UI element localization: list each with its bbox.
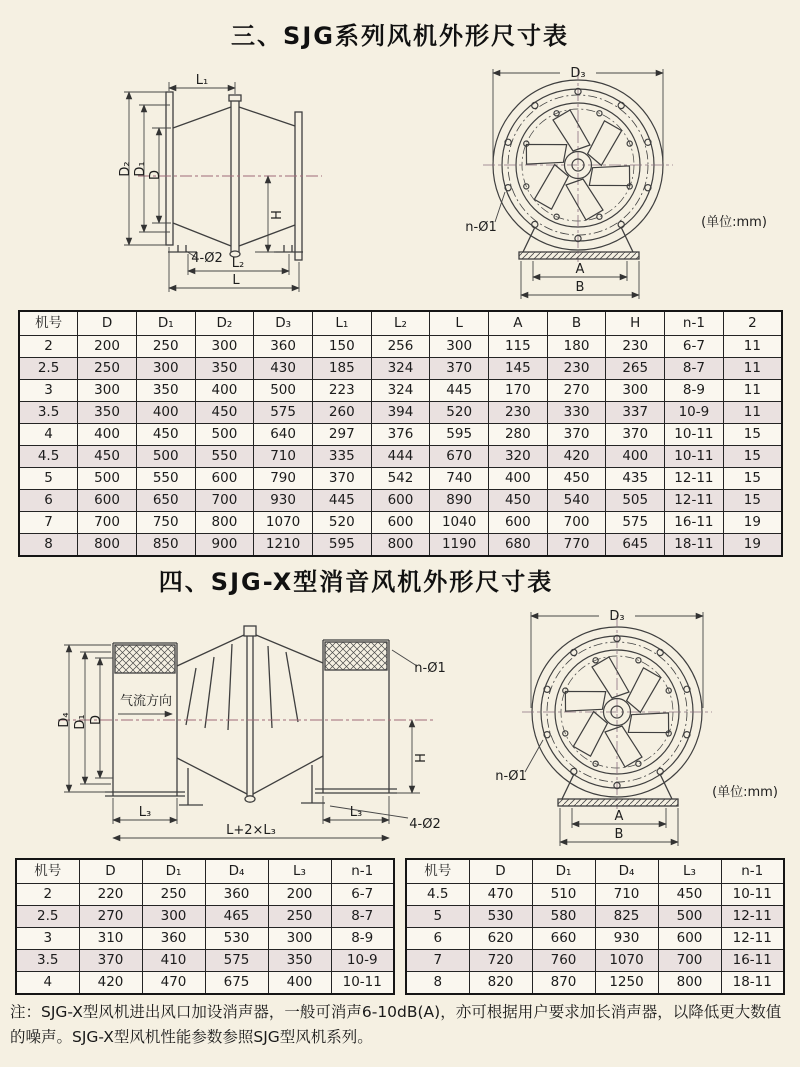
table-cell: 430 [254,358,313,380]
table-cell: 220 [79,884,142,906]
table-cell: 850 [136,534,195,557]
table-cell: 300 [195,336,254,358]
table-cell: 640 [254,424,313,446]
header-row [19,311,782,336]
table-cell: 8 [19,534,78,557]
table-row [406,950,784,972]
dim-label-4-hole: 4-Ø2 [409,817,441,832]
table-cell: 10-11 [331,972,394,995]
table-cell: 6-7 [665,336,724,358]
table-cell: 2.5 [19,358,78,380]
dim-label-A: A [614,809,624,824]
table-row [19,490,782,512]
table-cell: 250 [136,336,195,358]
sjg-x-side-view-outline [105,626,397,805]
table-cell: 1250 [595,972,658,995]
table-cell: 450 [136,424,195,446]
table-cell: 16-11 [721,950,784,972]
table-cell: 324 [371,380,430,402]
table-cell: 376 [371,424,430,446]
unit-label: (单位:mm) [701,215,767,230]
table-cell: 825 [595,906,658,928]
table-cell: 6-7 [331,884,394,906]
table-cell: 2 [19,336,78,358]
sjg-fan-drawing [0,55,800,310]
table-cell: 670 [430,446,489,468]
table-cell: 550 [195,446,254,468]
column-header: D₁ [136,311,195,336]
table-cell: 230 [547,358,606,380]
table-cell: 200 [78,336,137,358]
table-cell: 10-11 [665,446,724,468]
table-cell: 12-11 [721,928,784,950]
sjg-x-dimension-table-right [405,858,785,995]
table-cell: 410 [142,950,205,972]
dim-label-B: B [575,280,585,295]
table-cell: 600 [78,490,137,512]
column-header: n-1 [665,311,724,336]
dim-label-D3: D₃ [570,66,586,81]
table-row [406,972,784,995]
table-row [16,928,394,950]
column-header: D [79,859,142,884]
section2-title: 四、SJG-X型消音风机外形尺寸表 [158,568,554,596]
table-cell: 575 [205,950,268,972]
table-cell: 300 [142,906,205,928]
table-row [406,928,784,950]
table-cell: 11 [723,336,782,358]
table-cell: 575 [254,402,313,424]
table-row [16,884,394,906]
table-cell: 435 [606,468,665,490]
table-cell: 540 [547,490,606,512]
dim-label-4-hole: 4-Ø2 [191,251,223,266]
table-cell: 370 [79,950,142,972]
table-cell: 510 [532,884,595,906]
table-cell: 750 [136,512,195,534]
table-cell: 500 [195,424,254,446]
table-cell: 5 [406,906,469,928]
column-header: L₁ [312,311,371,336]
table-cell: 250 [142,884,205,906]
table-cell: 4.5 [19,446,78,468]
table-cell: 400 [268,972,331,995]
table-cell: 250 [78,358,137,380]
table-cell: 465 [205,906,268,928]
table-cell: 360 [142,928,205,950]
column-header: 2 [723,311,782,336]
column-header: D₃ [254,311,313,336]
table-cell: 800 [371,534,430,557]
dim-label-D3: D₃ [609,609,625,624]
table-cell: 500 [254,380,313,402]
table-cell: 1070 [254,512,313,534]
table-cell: 500 [78,468,137,490]
table-cell: 600 [658,928,721,950]
dim-label-n-hole: n-Ø1 [414,661,446,676]
table-cell: 256 [371,336,430,358]
table-row [406,906,784,928]
table-cell: 1210 [254,534,313,557]
table-cell: 19 [723,512,782,534]
table-cell: 420 [547,446,606,468]
table-cell: 10-9 [665,402,724,424]
table-cell: 450 [195,402,254,424]
section1-title: 三、SJG系列风机外形尺寸表 [231,22,569,50]
table-cell: 3.5 [19,402,78,424]
table-cell: 324 [371,358,430,380]
sjg-x-dimension-table-left [15,858,395,995]
dim-label-L3-right: L₃ [349,805,363,820]
table-cell: 700 [195,490,254,512]
table-cell: 260 [312,402,371,424]
table-cell: 470 [469,884,532,906]
table-cell: 18-11 [665,534,724,557]
table-cell: 710 [254,446,313,468]
table-cell: 500 [136,446,195,468]
table-row [19,446,782,468]
table-row [19,468,782,490]
table-cell: 400 [78,424,137,446]
table-cell: 1190 [430,534,489,557]
table-cell: 6 [406,928,469,950]
table-cell: 4 [16,972,79,995]
column-header: L₃ [658,859,721,884]
table-cell: 3 [16,928,79,950]
table-cell: 350 [195,358,254,380]
table-cell: 820 [469,972,532,995]
table-cell: 250 [268,906,331,928]
table-cell: 7 [406,950,469,972]
table-cell: 370 [606,424,665,446]
table-cell: 350 [136,380,195,402]
dim-label-L: L [232,273,240,288]
table-cell: 300 [78,380,137,402]
column-header: 机号 [16,859,79,884]
table-cell: 1070 [595,950,658,972]
table-cell: 2 [16,884,79,906]
table-cell: 600 [489,512,548,534]
table-cell: 890 [430,490,489,512]
table-cell: 170 [489,380,548,402]
table-cell: 8-7 [665,358,724,380]
dim-label-D: D [89,714,104,726]
column-header: 机号 [406,859,469,884]
column-header: B [547,311,606,336]
table-cell: 10-11 [721,884,784,906]
table-row [19,402,782,424]
table-cell: 5 [19,468,78,490]
table-cell: 450 [547,468,606,490]
table-cell: 800 [658,972,721,995]
table-cell: 150 [312,336,371,358]
table-cell: 370 [547,424,606,446]
table-cell: 450 [489,490,548,512]
table-cell: 870 [532,972,595,995]
table-cell: 370 [312,468,371,490]
table-cell: 15 [723,424,782,446]
table-cell: 300 [606,380,665,402]
table-cell: 7 [19,512,78,534]
table-cell: 3 [19,380,78,402]
table-row [19,512,782,534]
column-header: H [606,311,665,336]
column-header: D₁ [532,859,595,884]
note-text: 注：SJG-X型风机进出风口加设消声器，一般可消声6-10dB(A)，亦可根据用户要求加长消声器，以降低更大数值的噪声。SJG-X型风机性能参数参照SJG型风机系列。 [10,1003,782,1047]
table-cell: 680 [489,534,548,557]
table-cell: 200 [268,884,331,906]
table-cell: 265 [606,358,665,380]
column-header: D₁ [142,859,205,884]
table-cell: 530 [469,906,532,928]
dim-label-D: D [148,169,163,181]
table-cell: 337 [606,402,665,424]
dim-label-D2: D₂ [118,161,133,177]
table-cell: 115 [489,336,548,358]
dim-label-B: B [614,827,624,842]
table-cell: 8 [406,972,469,995]
dim-label-H: H [270,210,285,220]
table-cell: 350 [268,950,331,972]
sjg-front-pedestal [519,227,639,259]
table-cell: 620 [469,928,532,950]
table-cell: 11 [723,402,782,424]
table-cell: 700 [78,512,137,534]
column-header: D₄ [595,859,658,884]
table-cell: 360 [205,884,268,906]
table-cell: 500 [658,906,721,928]
column-header: n-1 [331,859,394,884]
table-cell: 2.5 [16,906,79,928]
table-cell: 16-11 [665,512,724,534]
table-cell: 760 [532,950,595,972]
table-row [19,336,782,358]
dim-label-L3-left: L₃ [138,805,152,820]
column-header: D [469,859,532,884]
table-cell: 300 [136,358,195,380]
header-row [16,859,394,884]
table-cell: 600 [371,512,430,534]
table-cell: 10-9 [331,950,394,972]
table-cell: 660 [532,928,595,950]
dim-label-n-hole: n-Ø1 [495,769,527,784]
table-cell: 6 [19,490,78,512]
table-cell: 350 [78,402,137,424]
table-cell: 650 [136,490,195,512]
table-cell: 4.5 [406,884,469,906]
table-cell: 145 [489,358,548,380]
column-header: A [489,311,548,336]
dim-label-L-total: L+2×L₃ [226,823,276,838]
table-cell: 400 [606,446,665,468]
table-cell: 8-9 [665,380,724,402]
table-cell: 230 [489,402,548,424]
column-header: n-1 [721,859,784,884]
table-cell: 600 [371,490,430,512]
table-cell: 12-11 [721,906,784,928]
dim-label-A: A [575,262,585,277]
table-cell: 675 [205,972,268,995]
sjg-x-side-dimensions [64,645,420,838]
table-cell: 595 [430,424,489,446]
dim-label-H: H [414,753,429,763]
table-cell: 360 [254,336,313,358]
table-cell: 542 [371,468,430,490]
sjg-x-front-pedestal [558,774,678,806]
table-cell: 800 [78,534,137,557]
table-cell: 370 [430,358,489,380]
table-cell: 4 [19,424,78,446]
table-cell: 470 [142,972,205,995]
table-cell: 19 [723,534,782,557]
table-row [19,534,782,557]
sjg-x-front-view [522,615,712,809]
table-cell: 420 [79,972,142,995]
table-cell: 320 [489,446,548,468]
table-cell: 790 [254,468,313,490]
table-cell: 3.5 [16,950,79,972]
table-cell: 394 [371,402,430,424]
table-row [16,950,394,972]
table-cell: 10-11 [665,424,724,446]
table-cell: 15 [723,446,782,468]
sjg-x-fan-drawing [0,600,800,858]
table-row [19,424,782,446]
table-row [406,884,784,906]
table-cell: 8-9 [331,928,394,950]
table-cell: 400 [489,468,548,490]
table-cell: 8-7 [331,906,394,928]
table-cell: 18-11 [721,972,784,995]
table-cell: 15 [723,468,782,490]
unit-label: (单位:mm) [712,785,778,800]
table-cell: 575 [606,512,665,534]
table-cell: 180 [547,336,606,358]
table-cell: 444 [371,446,430,468]
table-cell: 520 [430,402,489,424]
table-cell: 297 [312,424,371,446]
table-cell: 335 [312,446,371,468]
dim-label-D1: D₁ [73,714,88,730]
table-cell: 645 [606,534,665,557]
column-header: D₂ [195,311,254,336]
table-cell: 445 [430,380,489,402]
dim-label-D4: D₄ [57,712,72,728]
airflow-direction-label: 气流方向 [119,694,173,709]
table-cell: 520 [312,512,371,534]
sjg-front-view [483,68,673,262]
column-header: 机号 [19,311,78,336]
table-cell: 505 [606,490,665,512]
column-header: L₂ [371,311,430,336]
table-cell: 770 [547,534,606,557]
table-cell: 1040 [430,512,489,534]
table-cell: 400 [136,402,195,424]
table-cell: 300 [268,928,331,950]
table-cell: 223 [312,380,371,402]
table-cell: 595 [312,534,371,557]
column-header: L₃ [268,859,331,884]
dim-label-n-hole: n-Ø1 [465,220,497,235]
table-cell: 12-11 [665,468,724,490]
table-cell: 12-11 [665,490,724,512]
table-cell: 580 [532,906,595,928]
table-row [16,906,394,928]
column-header: L [430,311,489,336]
header-row [406,859,784,884]
table-cell: 900 [195,534,254,557]
table-row [16,972,394,995]
table-cell: 280 [489,424,548,446]
table-cell: 185 [312,358,371,380]
table-cell: 600 [195,468,254,490]
table-cell: 550 [136,468,195,490]
table-cell: 740 [430,468,489,490]
table-cell: 450 [78,446,137,468]
dim-label-D1: D₁ [133,161,148,177]
table-cell: 720 [469,950,532,972]
table-cell: 15 [723,490,782,512]
table-cell: 11 [723,380,782,402]
table-cell: 700 [658,950,721,972]
table-cell: 930 [254,490,313,512]
sjg-dimension-table [18,310,783,557]
table-cell: 270 [547,380,606,402]
table-cell: 310 [79,928,142,950]
table-cell: 700 [547,512,606,534]
table-cell: 230 [606,336,665,358]
table-cell: 400 [195,380,254,402]
table-cell: 710 [595,884,658,906]
column-header: D₄ [205,859,268,884]
table-row [19,380,782,402]
table-cell: 300 [430,336,489,358]
dim-label-L2: L₂ [231,256,245,271]
table-cell: 930 [595,928,658,950]
table-row [19,358,782,380]
table-cell: 530 [205,928,268,950]
table-cell: 800 [195,512,254,534]
table-cell: 445 [312,490,371,512]
table-cell: 11 [723,358,782,380]
dim-label-L1: L₁ [195,73,209,88]
table-cell: 270 [79,906,142,928]
table-cell: 330 [547,402,606,424]
column-header: D [78,311,137,336]
table-cell: 450 [658,884,721,906]
